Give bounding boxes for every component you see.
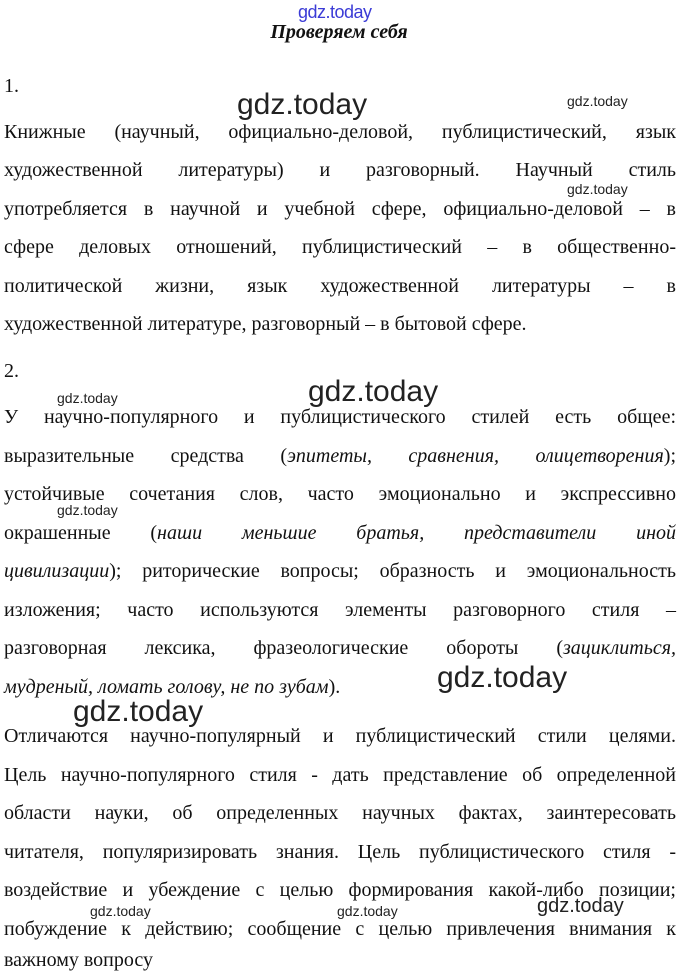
section-1-line: употребляется в научной и учебной сфере, официально-деловой – в bbox=[4, 198, 676, 220]
watermark: gdz.today bbox=[337, 903, 398, 919]
watermark: gdz.today bbox=[308, 375, 439, 408]
text-run: ). bbox=[328, 676, 341, 698]
section-1-line: Книжные (научный, официально-деловой, публицистический, язык bbox=[4, 121, 676, 143]
section-1-line: сфере деловых отношений, публицистический – в общественно- bbox=[4, 236, 676, 258]
section-2-line: Цель научно-популярного стиля - дать представление об определенной bbox=[4, 764, 676, 786]
text-run: ); bbox=[663, 445, 676, 467]
watermark: gdz.today bbox=[73, 695, 204, 728]
section-2-line: области науки, об определенных научных фактах, заинтересовать bbox=[4, 802, 676, 824]
section-2-line: Отличаются научно-популярный и публицистический стили целями. bbox=[4, 725, 676, 747]
watermark: gdz.today bbox=[57, 390, 118, 406]
page-title: Проверяем себя bbox=[270, 21, 408, 43]
italic-examples: мудреный, ломать голову, не по зубам bbox=[4, 676, 329, 698]
section-2-line bbox=[4, 559, 676, 583]
text-run: разговорная лексика, фразеологические обороты ( bbox=[4, 637, 563, 659]
italic-examples: цивилизации bbox=[4, 560, 110, 582]
section-2-line: важному вопросу bbox=[4, 949, 153, 971]
italic-examples: эпитеты, сравнения, олицетворения bbox=[287, 445, 664, 467]
watermark: gdz.today bbox=[567, 181, 628, 197]
header-watermark: gdz.today bbox=[298, 2, 372, 22]
watermark: gdz.today bbox=[57, 502, 118, 518]
watermark: gdz.today bbox=[567, 93, 628, 109]
watermark: gdz.today bbox=[90, 903, 151, 919]
watermark: gdz.today bbox=[537, 895, 624, 917]
section-2-line: устойчивые сочетания слов, часто эмоционально и экспрессивно bbox=[4, 483, 676, 505]
section-1-line: политической жизни, язык художественной литературы – в bbox=[4, 275, 676, 297]
section-2-line: У научно-популярного и публицистического стилей есть общее: bbox=[4, 406, 676, 428]
section-2-line: побуждение к действию; сообщение с целью привлечения внимания к bbox=[4, 918, 676, 940]
section-1-line: художественной литературы) и разговорный. Научный стиль bbox=[4, 159, 676, 181]
section-2-line: изложения; часто используются элементы разговорного стиля – bbox=[4, 599, 676, 621]
text-run: ); риторические вопросы; образность и эмоциональность bbox=[109, 560, 676, 582]
section-2-number: 2. bbox=[4, 360, 19, 382]
section-1-line: художественной литературе, разговорный – в бытовой сфере. bbox=[4, 313, 527, 335]
section-2-line bbox=[4, 636, 676, 660]
watermark: gdz.today bbox=[237, 88, 368, 121]
italic-examples: зациклиться, bbox=[563, 637, 676, 659]
section-2-line bbox=[4, 444, 676, 468]
section-2-line: читателя, популяризировать знания. Цель публицистического стиля - bbox=[4, 841, 676, 863]
watermark: gdz.today bbox=[437, 661, 568, 694]
text-run: выразительные средства ( bbox=[4, 445, 288, 467]
section-2-line bbox=[4, 521, 676, 545]
text-run: окрашенные ( bbox=[4, 522, 158, 544]
section-1-number: 1. bbox=[4, 75, 19, 97]
italic-examples: наши меньшие братья, представители иной bbox=[157, 522, 676, 544]
section-2-line: воздействие и убеждение с целью формирования какой-либо позиции; bbox=[4, 879, 676, 901]
